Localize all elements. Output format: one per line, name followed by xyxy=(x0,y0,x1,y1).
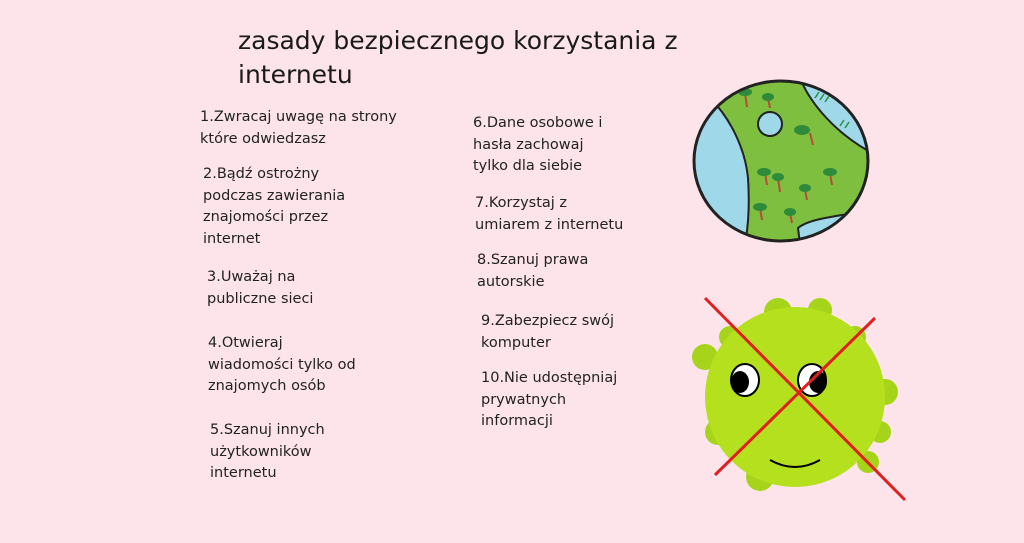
globe-icon xyxy=(690,78,872,244)
rule-7: 7.Korzystaj z umiarem z internetu xyxy=(475,195,624,233)
rule-10: 10.Nie udostępniaj prywatnych informacji xyxy=(481,370,618,429)
cross-out-icon xyxy=(690,290,910,510)
rule-6: 6.Dane osobowe i hasła zachowaj tylko dla siebie xyxy=(473,115,603,174)
page-title: zasady bezpiecznego korzystania z internetu xyxy=(238,26,678,89)
rule-5: 5.Szanuj innych użytkowników internetu xyxy=(210,422,325,481)
rule-9: 9.Zabezpiecz swój komputer xyxy=(481,313,615,351)
rule-1: 1.Zwracaj uwagę na strony które odwiedzasz xyxy=(200,109,397,147)
rule-8: 8.Szanuj prawa autorskie xyxy=(477,252,589,290)
rule-4: 4.Otwieraj wiadomości tylko od znajomych osób xyxy=(208,335,356,394)
rule-2: 2.Bądź ostrożny podczas zawierania znajomości przez internet xyxy=(203,166,346,247)
rule-3: 3.Uważaj na publiczne sieci xyxy=(207,269,314,307)
